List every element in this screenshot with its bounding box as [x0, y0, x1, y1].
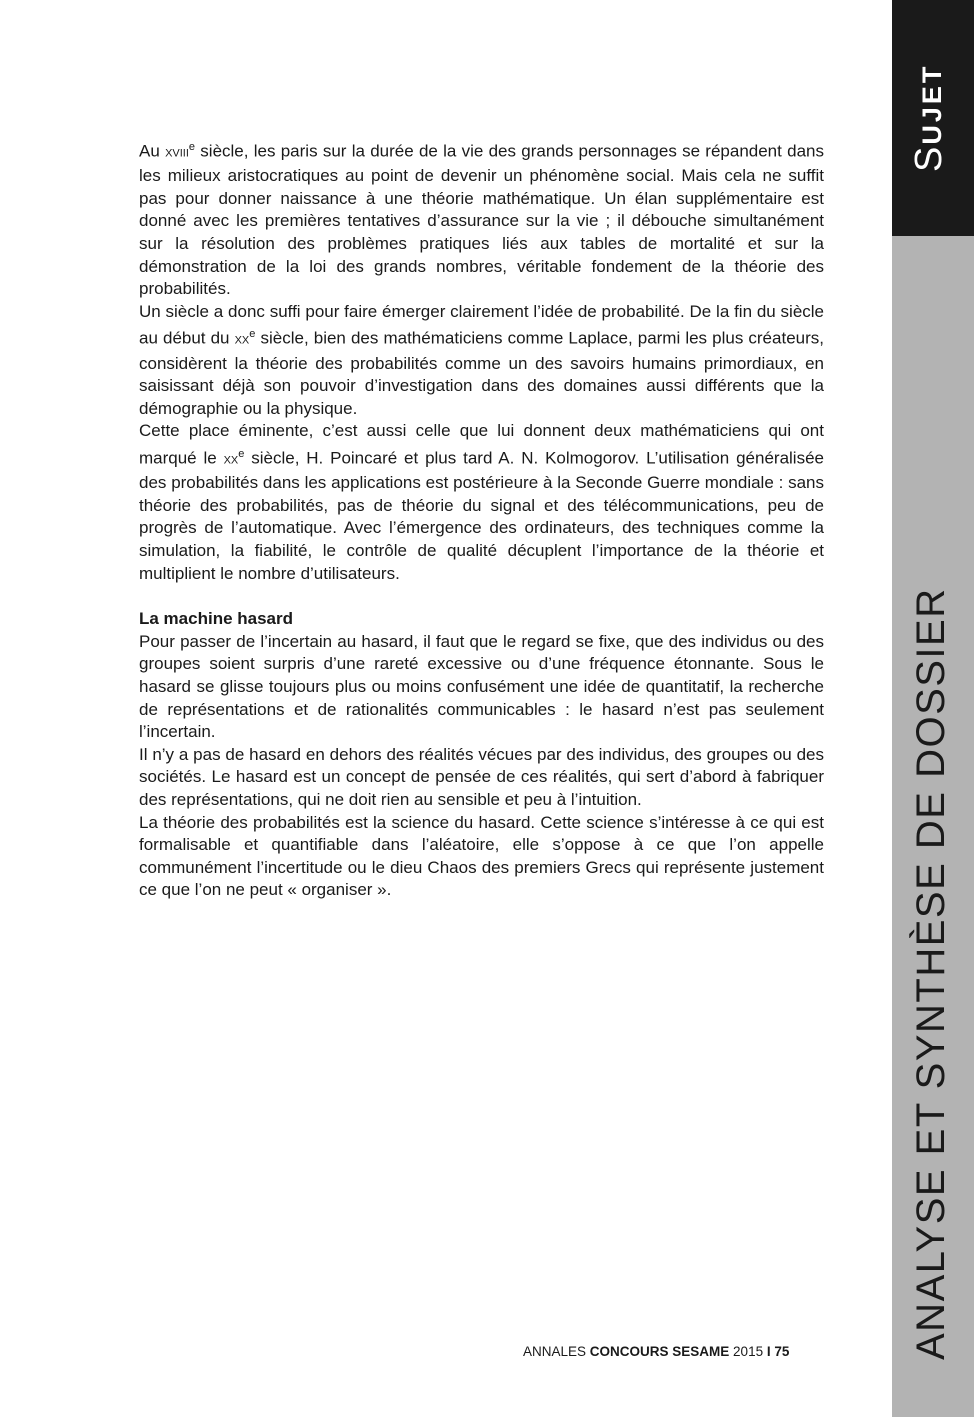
sidebar [892, 0, 974, 1417]
century-numeral: XVIII [165, 147, 189, 160]
paragraph-2 [139, 301, 824, 421]
spacer [139, 585, 824, 608]
footer-separator: I [766, 1344, 771, 1359]
paragraph-3 [139, 420, 824, 585]
paragraph-1-start: Au [139, 141, 166, 161]
footer-concours: CONCOURS SESAME [589, 1344, 730, 1359]
page-number: 75 [770, 1344, 790, 1359]
page-footer [523, 1343, 789, 1361]
section-heading: La machine hasard [139, 609, 294, 629]
paragraph-1-rest: siècle, les paris sur la durée de la vie des grands personnages se répandent dans les milieux aristocratiques au point de devenir un phénomène social. Mais cela ne suffit pas pour donner naissance à une théorie mathématique. Un élan supplémentaire est donné avec les premières tentatives d’assurance sur la vie ; il débouche simultanément sur la résolution des problèmes pratiques liés aux tables de mortalité et sur la démonstration de la loi des grands nombres, véritable fondement de la théorie des probabilités. [139, 141, 824, 299]
article-body [139, 136, 824, 902]
century-numeral: XX [223, 454, 239, 467]
paragraph-2-start: Un siècle a donc suffi pour faire émerger clairement l’idée de probabilité. De la fin du siècle au début du [139, 301, 824, 349]
paragraph-6: La théorie des probabilités est la science du hasard. Cette science s’intéresse à ce qui est formalisable et quantifiable dans l’aléatoire, elle s’oppose à ce que l’on appelle communément l’incertitude ou le dieu Chaos des premiers Grecs qui représente justement ce que l’on ne peut « organiser ». [139, 812, 824, 900]
sujet-rest: UJET [917, 63, 947, 145]
footer-year: 2015 [729, 1344, 767, 1359]
section-title: ANALYSE ET SYNTHÈSE DE DOSSIER [909, 587, 953, 1360]
sujet-initial: S [908, 144, 950, 172]
paragraph-3-rest: siècle, H. Poincaré et plus tard A. N. Kolmogorov. L’utilisation généralisée des probabilités dans les applications est postérieure à la Seconde Guerre mondiale : sans théorie des probabilités, pas de théorie du signal et des télécommunications, peu de progrès de l’automatique. Avec l’émergence des ordinateurs, des techniques comme la simulation, la fiabilité, le contrôle de qualité décuplent l’importance de la théorie et multiplient le nombre d’utilisateurs. [139, 448, 824, 583]
footer-annales: ANNALES [523, 1344, 590, 1359]
section-label-sujet [907, 64, 954, 172]
paragraph-5: Il n’y a pas de hasard en dehors des réalités vécues par des individus, des groupes ou des sociétés. Le hasard est un concept de pensée de ces réalités, qui sert d’abord à fabriquer des représentations, qui ne doit rien au sensible et peu à l’intuition. [139, 744, 824, 809]
paragraph-1 [139, 136, 824, 301]
ordinal-suffix: e [238, 448, 245, 461]
sidebar-header-block [892, 0, 974, 236]
paragraph-4: Pour passer de l’incertain au hasard, il faut que le regard se fixe, que des individus ou des groupes soient surpris d’une rareté excessive ou d’une fréquence étonnante. Sous le hasard se glisse toujours plus ou moins confusément une idée de quantitatif, la recherche de représentations et de rationalités communicables : le hasard n’est pas seulement l’incertain. [139, 631, 824, 742]
paragraph-3-start: Cette place éminente, c’est aussi celle que lui donnent deux mathématiciens qui ont marqué le [139, 421, 824, 468]
paragraph-2-rest: siècle, bien des mathématiciens comme Laplace, parmi les plus créateurs, considèrent la théorie des probabilités comme un des savoirs humains primordiaux, en saisissant déjà son pouvoir d’investigation dans des domaines aussi différents que la démographie ou la physique. [139, 329, 824, 418]
ordinal-suffix: e [188, 141, 196, 153]
ordinal-suffix: e [249, 328, 256, 341]
century-numeral: XX [234, 335, 250, 348]
